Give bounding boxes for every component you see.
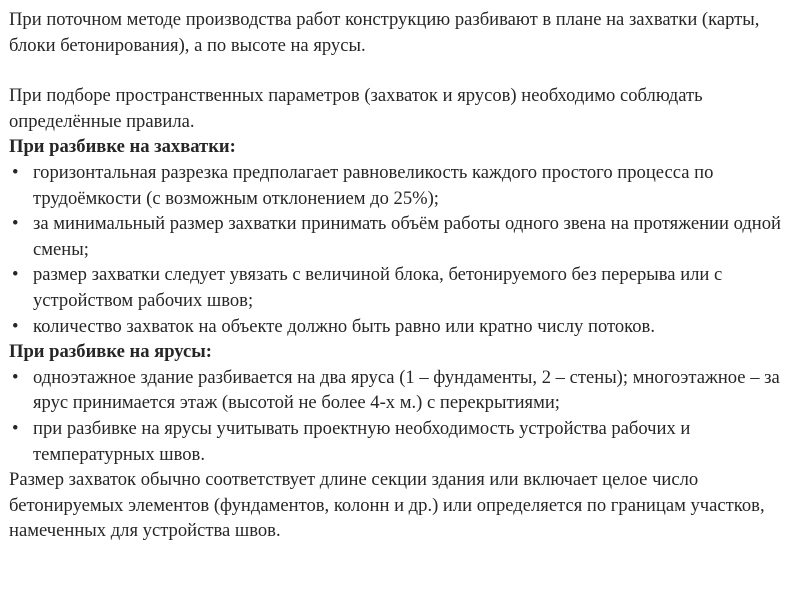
zakhvatki-list [9, 160, 789, 339]
bullet-icon: • [12, 213, 19, 235]
list-item-text: горизонтальная разрезка предполагает равновеликость каждого простого процесса по трудоёмкости (с возможным отклонением до 25%); [33, 161, 714, 209]
list-item-text: при разбивке на ярусы учитывать проектную необходимость устройства рабочих и температурных швов. [33, 417, 691, 465]
yarusy-list [9, 365, 789, 467]
section-heading-zakhvatki: При разбивке на захватки: [9, 136, 236, 158]
bullet-icon: • [12, 315, 19, 337]
intro-paragraph-2: При подборе пространственных параметров (захваток и ярусов) необходимо соблюдать определённые правила. [9, 85, 703, 132]
list-item [9, 365, 789, 416]
bullet-icon: • [12, 417, 19, 439]
bullet-icon: • [12, 366, 19, 388]
list-item-text: за минимальный размер захватки принимать объём работы одного звена на протяжении одной смены; [33, 213, 781, 260]
list-item [9, 160, 789, 211]
intro-paragraph-1: При поточном методе производства работ конструкцию разбивают в плане на захватки (карты, блоки бетонирования), а по высоте на ярусы. [9, 9, 760, 56]
list-item [9, 416, 789, 467]
list-item [9, 314, 789, 340]
list-item-text: одноэтажное здание разбивается на два яруса (1 – фундаменты, 2 – стены); многоэтажное – за ярус принимается этаж (высотой не более 4-х м.) с перекрытиями; [33, 366, 780, 414]
bullet-icon: • [12, 161, 19, 183]
list-item [9, 262, 789, 313]
closing-paragraph: Размер захваток обычно соответствует длине секции здания или включает целое число бетонируемых элементов (фундаментов, колонн и др.) или определяется по границам участков, намеченных для устройства швов. [9, 469, 765, 542]
list-item-text: количество захваток на объекте должно быть равно или кратно числу потоков. [33, 315, 655, 337]
document-page [9, 7, 789, 544]
bullet-icon: • [12, 264, 19, 286]
list-item-text: размер захватки следует увязать с величиной блока, бетонируемого без перерыва или с устройством рабочих швов; [33, 264, 723, 311]
list-item [9, 211, 789, 262]
section-heading-yarusy: При разбивке на ярусы: [9, 341, 212, 363]
